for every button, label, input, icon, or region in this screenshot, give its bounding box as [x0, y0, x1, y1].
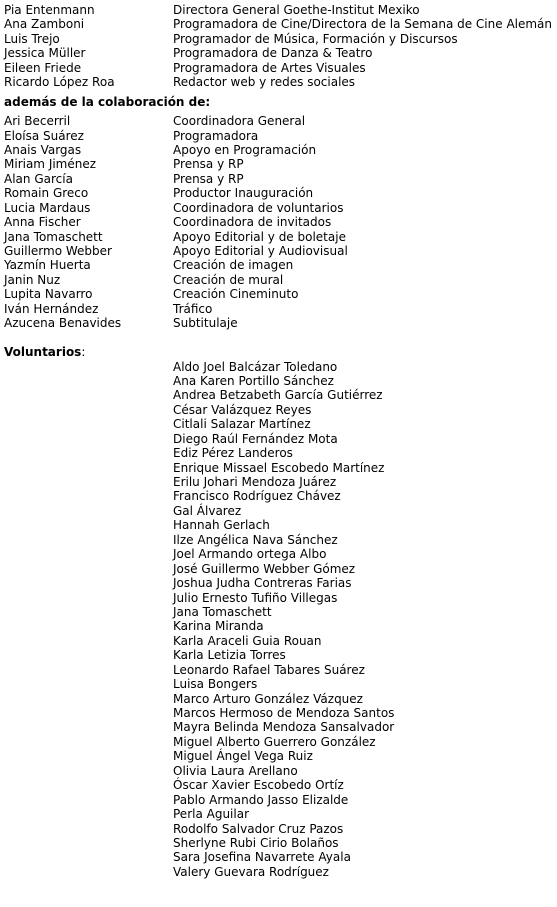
- volunteers-heading: Voluntarios: [4, 345, 82, 360]
- collaborator-row: [4, 302, 557, 316]
- volunteer-name: César Valázquez Reyes: [173, 402, 312, 417]
- person-role: Programadora: [173, 128, 259, 143]
- volunteers-list: [4, 360, 557, 880]
- person-role: Coordinadora General: [173, 114, 306, 129]
- volunteer-name: Hannah Gerlach: [173, 518, 270, 533]
- volunteer-name: Gal Álvarez: [173, 503, 242, 518]
- collaborator-row: [4, 157, 557, 171]
- credits-page: [4, 3, 557, 879]
- collaborator-row: [4, 143, 557, 157]
- staff-row: [4, 3, 557, 17]
- person-name: Eloísa Suárez: [4, 128, 84, 143]
- person-name: Romain Greco: [4, 186, 89, 201]
- volunteer-name: Pablo Armando Jasso Elizalde: [173, 792, 349, 807]
- collaborator-row: [4, 215, 557, 229]
- person-role: Programadora de Artes Visuales: [173, 60, 366, 75]
- volunteer-name: Sara Josefina Navarrete Ayala: [173, 850, 351, 865]
- person-name: Lucia Mardaus: [4, 200, 91, 215]
- collaborator-row: [4, 201, 557, 215]
- staff-list: [4, 3, 557, 90]
- person-role: Tráfico: [173, 301, 213, 316]
- volunteer-name: Julio Ernesto Tufiño Villegas: [173, 590, 338, 605]
- staff-row: [4, 17, 557, 31]
- person-name: Ana Zamboni: [4, 17, 85, 32]
- volunteer-name: Ana Karen Portillo Sánchez: [173, 373, 334, 388]
- person-name: Jana Tomaschett: [4, 229, 103, 244]
- collaborator-row: [4, 273, 557, 287]
- volunteer-name: Karina Miranda: [173, 619, 264, 634]
- person-name: Luis Trejo: [4, 31, 60, 46]
- person-role: Creación de mural: [173, 272, 284, 287]
- volunteer-name: Perla Aguilar: [173, 807, 250, 822]
- collaborator-row: [4, 129, 557, 143]
- staff-row: [4, 32, 557, 46]
- volunteer-name: Jana Tomaschett: [173, 604, 272, 619]
- person-role: Coordinadora de voluntarios: [173, 200, 344, 215]
- person-name: Azucena Benavides: [4, 316, 122, 331]
- person-name: Pia Entenmann: [4, 3, 95, 17]
- person-name: Ricardo López Roa: [4, 75, 115, 90]
- person-role: Prensa y RP: [173, 157, 244, 172]
- person-role: Productor Inauguración: [173, 186, 314, 201]
- person-role: Apoyo Editorial y Audiovisual: [173, 244, 348, 258]
- person-name: Iván Hernández: [4, 301, 99, 316]
- person-role: Programadora de Danza & Teatro: [173, 46, 373, 61]
- volunteer-name: Diego Raúl Fernández Mota: [173, 431, 338, 446]
- person-name: Anna Fischer: [4, 215, 81, 230]
- volunteer-name: Olivia Laura Arellano: [173, 763, 298, 778]
- volunteer-name: Andrea Betzabeth García Gutiérrez: [173, 388, 383, 403]
- person-role: Prensa y RP: [173, 171, 244, 186]
- volunteer-name: Miguel Ángel Vega Ruiz: [173, 749, 313, 764]
- collaborator-row: [4, 114, 557, 128]
- staff-row: [4, 75, 557, 89]
- collaborator-row: [4, 186, 557, 200]
- person-role: Directora General Goethe-Institut Mexiko: [173, 3, 420, 17]
- volunteer-name: Ilze Angélica Nava Sánchez: [173, 532, 338, 547]
- collaborator-row: [4, 258, 557, 272]
- volunteer-name: Citlali Salazar Martínez: [173, 417, 311, 432]
- person-name: Miriam Jiménez: [4, 157, 97, 172]
- volunteer-name: Marcos Hermoso de Mendoza Santos: [173, 706, 395, 720]
- person-name: Anais Vargas: [4, 142, 82, 157]
- person-name: Guillermo Webber: [4, 244, 112, 258]
- person-name: Ari Becerril: [4, 114, 71, 129]
- person-name: Eileen Friede: [4, 60, 82, 75]
- volunteer-name: José Guillermo Webber Gómez: [173, 561, 356, 576]
- person-role: Creación Cineminuto: [173, 287, 299, 302]
- collaborator-row: [4, 172, 557, 186]
- volunteer-name: Marco Arturo González Vázquez: [173, 691, 363, 706]
- staff-row: [4, 61, 557, 75]
- volunteer-name: Enrique Missael Escobedo Martínez: [173, 460, 385, 475]
- volunteer-name: Sherlyne Rubi Cirio Bolaños: [173, 835, 339, 850]
- person-role: Redactor web y redes sociales: [173, 75, 356, 90]
- volunteer-name: Ediz Pérez Landeros: [173, 446, 293, 461]
- volunteer-name: Karla Araceli Guia Rouan: [173, 633, 322, 648]
- person-role: Programadora de Cine/Directora de la Semana de Cine Alemán: [173, 17, 553, 32]
- volunteer-name: Karla Letizia Torres: [173, 648, 286, 663]
- volunteer-name: Erilu Johari Mendoza Juárez: [173, 475, 337, 489]
- person-role: Apoyo en Programación: [173, 142, 317, 157]
- person-role: Subtitulaje: [173, 316, 238, 331]
- volunteers-heading-row: [4, 345, 557, 359]
- person-role: Creación de imagen: [173, 258, 294, 273]
- volunteer-name: Mayra Belinda Mendoza Sansalvador: [173, 720, 395, 735]
- spacer: [4, 331, 557, 345]
- person-name: Alan García: [4, 171, 73, 186]
- person-name: Yazmín Huerta: [4, 258, 91, 273]
- person-role: Coordinadora de invitados: [173, 215, 332, 230]
- collaborator-row: [4, 316, 557, 330]
- collaboration-heading: además de la colaboración de:: [4, 94, 211, 109]
- volunteer-name: Joel Armando ortega Albo: [173, 547, 327, 562]
- staff-row: [4, 46, 557, 60]
- volunteer-name: Valery Guevara Rodríguez: [173, 864, 329, 879]
- collaborators-list: [4, 114, 557, 331]
- collaborator-row: [4, 244, 557, 258]
- volunteer-name: Rodolfo Salvador Cruz Pazos: [173, 821, 344, 836]
- volunteer-name: Luisa Bongers: [173, 677, 258, 692]
- person-name: Jessica Müller: [4, 46, 86, 61]
- volunteer-name: Joshua Judha Contreras Farias: [173, 576, 352, 591]
- person-name: Lupita Navarro: [4, 287, 93, 302]
- person-role: Apoyo Editorial y de boletaje: [173, 229, 346, 244]
- volunteer-name: Francisco Rodríguez Chávez: [173, 489, 341, 504]
- volunteer-name: Aldo Joel Balcázar Toledano: [173, 359, 338, 374]
- volunteer-name: Miguel Alberto Guerrero González: [173, 734, 376, 749]
- person-name: Janin Nuz: [4, 272, 61, 287]
- volunteer-name: Leonardo Rafael Tabares Suárez: [173, 662, 365, 677]
- collaborator-row: [4, 287, 557, 301]
- volunteer-name: Óscar Xavier Escobedo Ortíz: [173, 778, 344, 793]
- volunteers-heading-colon: :: [81, 345, 86, 360]
- collaborator-row: [4, 230, 557, 244]
- person-role: Programador de Música, Formación y Discursos: [173, 31, 458, 46]
